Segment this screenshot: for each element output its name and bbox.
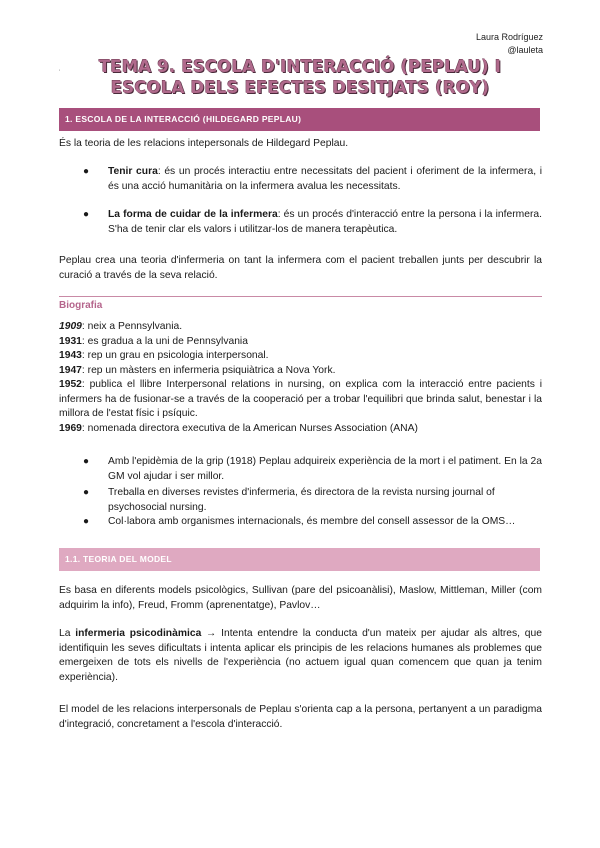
bullet-icon: ● — [83, 209, 90, 220]
author-block — [476, 31, 543, 57]
bio-text: : rep un grau en psicologia interpersonal. — [81, 350, 269, 361]
bio-bullet: Col·labora amb organismes internacionals, és membre del consell assessor de la OMS… — [108, 516, 516, 527]
bullet-icon: ● — [83, 456, 90, 467]
bio-text: : nomenada directora executiva de la American Nurses Association (ANA) — [81, 422, 418, 434]
bio-entry — [59, 335, 542, 350]
bio-text: : neix a Pennsylvania. — [81, 321, 183, 332]
bio-entry — [59, 422, 542, 437]
bullet-forma-cuidar — [108, 208, 542, 237]
bio-text: : rep un màsters en infermeria psiquiàtrica a Nova York. — [81, 364, 336, 376]
bullet-desc: : és un procés interactiu entre necessitats del pacient i oferiment de la infermera, i és una acció humanitària on la infermera avalua les necessitats. — [108, 166, 542, 192]
bio-bullet: Treballa en diverses revistes d'infermeria, és directora de la revista nursing journal of psychosocial nursing. — [108, 487, 495, 513]
para-text: Intenta entendre la conducta d'un mateix per ajudar als altres, que identifiquin les seves dificultats i intenta aplicar els principis de les relacions humanes als problemes que emergeixen de tots els nivells de l'experiència (no actuem igual quan comencem que quan ja tenim experiència). — [59, 628, 542, 683]
section-1-intro: És la teoria de les relacions intepersonals de Hildegard Peplau. — [59, 138, 349, 149]
bio-year: 1969 — [59, 422, 82, 434]
bio-text: : es gradua a la uni de Pennsylvania — [81, 335, 248, 347]
bio-entry — [59, 364, 542, 379]
bio-year: 1909 — [59, 321, 82, 332]
bio-year: 1947 — [59, 364, 82, 376]
bullet-desc: : és un procés d'interacció entre la persona i la infermera. S'ha de tenir clar els valors i utilitzar-los de manera terapèutica. — [108, 209, 542, 235]
bio-text: : publica el llibre Interpersonal relations in nursing, on explica com la interacció entre pacients i infermers ha de fusionar-se a través de la cooperació per a trobar l'equilibri que brinda salut, benestar i la millora de l'estat físic i psíquic. — [59, 379, 542, 419]
bio-entry — [59, 378, 542, 422]
author-handle: @lauleta — [507, 45, 543, 55]
section-1-closing: Peplau crea una teoria d'infermeria on tant la infermera com el pacient treballen junts per descubrir la curació a través de la seva relació. — [59, 255, 542, 281]
section-2-para-1: Es basa en diferents models psicològics, Sullivan (pare del psicoanàlisi), Maslow, Mittleman, Miller (com adquirim la info), Freud, Fromm (aprenentatge), Pavlov… — [59, 585, 542, 611]
para-prefix: La — [59, 628, 76, 639]
bullet-icon: ● — [83, 166, 90, 177]
bio-entry — [59, 320, 542, 335]
section-2-para-3: El model de les relacions interpersonals de Peplau s'orienta cap a la persona, pertanyent a un paradigma d'integració, concretament a l'escola d'interacció. — [59, 704, 542, 730]
bio-year: 1943 — [59, 350, 82, 361]
section-2-para-2 — [59, 627, 542, 685]
bullet-term: Tenir cura — [108, 166, 158, 177]
bullet-icon: ● — [83, 516, 90, 527]
page-title — [0, 56, 600, 98]
title-line-1: TEMA 9. ESCOLA D'INTERACCIÓ (PEPLAU) I — [98, 57, 502, 76]
section-1-heading: 1. ESCOLA DE LA INTERACCIÓ (HILDEGARD PEPLAU) — [65, 114, 302, 124]
bullet-tenir-cura — [108, 165, 542, 194]
bullet-icon: ● — [83, 487, 90, 498]
tick-mark: ' — [59, 70, 61, 76]
bio-year: 1952 — [59, 379, 82, 390]
divider — [59, 296, 542, 297]
para-term: infermeria psicodinàmica — [75, 628, 202, 639]
biography-list — [59, 320, 542, 436]
section-2-header-bar — [59, 548, 540, 571]
biography-heading: Biografia — [59, 300, 103, 311]
title-line-2: ESCOLA DELS EFECTES DESITJATS (ROY) — [110, 78, 490, 97]
author-name: Laura Rodríguez — [475, 32, 543, 42]
section-2-heading: 1.1. TEORIA DEL MODEL — [65, 554, 172, 564]
bio-entry — [59, 349, 542, 364]
bullet-term: La forma de cuidar de la infermera — [108, 209, 278, 220]
section-1-header-bar — [59, 108, 540, 131]
arrow-icon: → — [201, 628, 222, 639]
bio-year: 1931 — [59, 335, 82, 347]
bio-bullet: Amb l'epidèmia de la grip (1918) Peplau adquireix experiència de la mort i el patiment. En la 2a GM vol ajudar i ser millor. — [108, 456, 542, 482]
